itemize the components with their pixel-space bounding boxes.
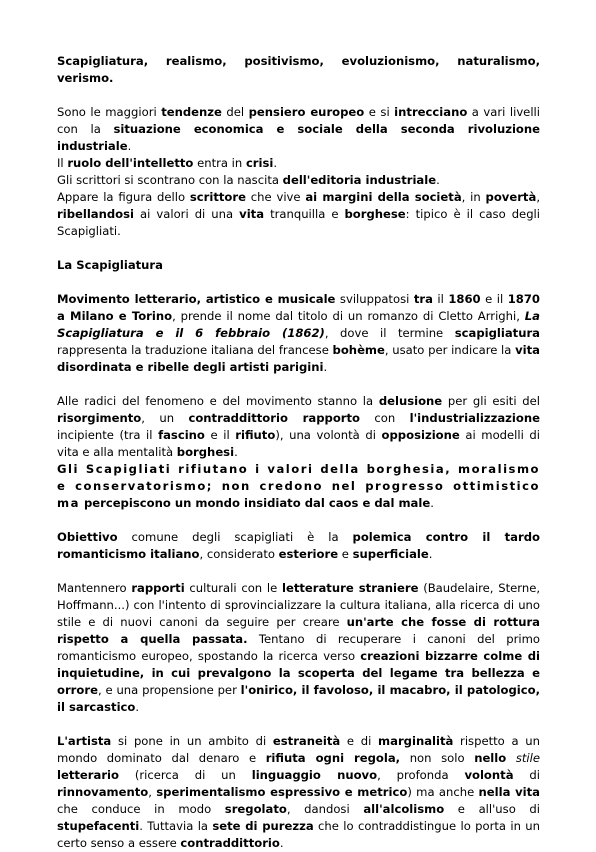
text-run: , <box>148 785 157 799</box>
text-run: che vive <box>245 190 306 204</box>
paragraph-rapporti <box>57 580 540 716</box>
text-run: marginalità <box>378 734 454 748</box>
text-run: rappresenta la traduzione italiana del francese <box>57 343 333 357</box>
text-run: Movimento letterario, artistico e musicale <box>57 292 336 306</box>
text-run: letterature straniere <box>281 581 419 595</box>
text-run: linguaggio nuovo <box>251 768 378 782</box>
paragraph-scrittore <box>57 189 540 240</box>
text-run: e di <box>340 734 379 748</box>
text-run: borghesi <box>176 445 235 459</box>
text-run: . Tuttavia la <box>139 819 213 833</box>
text-run: dell'editoria industriale <box>282 173 437 187</box>
text-run: e si <box>364 105 395 119</box>
text-run: Sono le maggiori <box>57 105 162 119</box>
text-run: , in <box>461 190 486 204</box>
text-run: rinnovamento <box>57 785 149 799</box>
text-run: vita disordinata e ribelle degli artisti parigini <box>57 343 540 374</box>
text-run <box>506 751 516 765</box>
text-run: , profonda <box>377 768 465 782</box>
paragraph-obiettivo <box>57 529 540 563</box>
text-run: tranquilla e <box>264 207 345 221</box>
text-run: . <box>436 173 440 187</box>
text-run: incipiente (tra il <box>57 428 159 442</box>
text-run: contraddittorio rapporto <box>188 411 361 425</box>
text-run: intrecciano <box>394 105 468 119</box>
text-run: l'onirico, il favoloso, il macabro, il patologico, il sarcastico <box>57 683 540 714</box>
text-run: Gli Scapigliati rifiutano i valori della borghesia, moralismo e conservatorismo; non credono nel progresso ottimistico ma <box>57 462 540 510</box>
text-run: all'alcolismo <box>363 802 445 816</box>
text-run: borghese <box>344 207 406 221</box>
text-run: tra <box>413 292 433 306</box>
text-run: L'artista <box>57 734 112 748</box>
text-run: Mantennero <box>57 581 132 595</box>
text-run: e il <box>480 292 508 306</box>
text-run: (Baudelaire, Sterne, Hoffmann...) con l'intento di sprovincializzare la cultura italiana, alla ricerca di uno stile e di nuovi canoni da seguire per creare <box>57 581 541 629</box>
paragraph-radici <box>57 393 540 461</box>
text-run: con <box>360 411 410 425</box>
paragraph-movimento <box>57 291 540 376</box>
text-run: e all'uso di <box>444 802 540 816</box>
text-run: esteriore <box>278 547 339 561</box>
document-title: Scapigliatura, realismo, positivismo, evoluzionismo, naturalismo, verismo. <box>57 54 540 85</box>
text-run: scapigliatura <box>454 326 540 340</box>
document-page <box>57 53 540 852</box>
text-run: scrittore <box>189 190 246 204</box>
text-run: entra in <box>193 156 246 170</box>
text-run: sete di purezza <box>212 819 314 833</box>
text-run: pensiero europeo <box>248 105 365 119</box>
text-run: polemica contro il tardo romanticismo italiano <box>57 530 540 561</box>
text-run: , prende il nome dal titolo di un romanzo di Cletto Arrighi, <box>172 309 525 323</box>
text-run: , dove il termine <box>324 326 455 340</box>
paragraph-tendenze <box>57 104 540 155</box>
text-run: situazione economica e sociale della seconda rivoluzione industriale <box>57 122 540 153</box>
text-run: a vari livelli con la <box>57 105 540 136</box>
text-run: estraneità <box>272 734 341 748</box>
text-run: Gli scrittori si scontrano con la nascita <box>57 173 283 187</box>
text-run: che lo contraddistingue lo porta in un certo senso a essere <box>57 819 540 850</box>
text-run: ruolo dell'intelletto <box>67 156 194 170</box>
text-run: che conduce in modo <box>57 802 225 816</box>
text-run: La Scapigliatura e il 6 febbraio (1862) <box>57 309 540 340</box>
text-run: , dandosi <box>286 802 364 816</box>
text-run: opposizione <box>381 428 460 442</box>
text-run: sregolato <box>224 802 287 816</box>
text-run: e <box>338 547 353 561</box>
text-run: ribellandosi <box>57 207 135 221</box>
text-run: . <box>323 360 328 374</box>
text-run: 1870 a Milano e Torino <box>57 292 540 323</box>
text-run: 1860 <box>448 292 481 306</box>
text-run: comune degli scapigliati è la <box>117 530 353 544</box>
paragraph-editoria <box>57 172 540 189</box>
text-run: bohème <box>332 343 385 357</box>
text-run: . <box>234 445 238 459</box>
text-run: percepiscono un mondo insidiato dal caos e dal male <box>79 496 431 510</box>
paragraph-artista <box>57 733 540 852</box>
paragraph-scapigliati-valori <box>57 461 540 512</box>
text-run: si pone in un ambito di <box>111 734 273 748</box>
text-run: . <box>279 836 284 850</box>
text-run: ai margini della società <box>305 190 462 204</box>
text-run: letterario <box>57 768 119 782</box>
text-run: rifiuta ogni regola, <box>265 751 401 765</box>
text-run: per gli esiti del <box>442 394 540 408</box>
text-run: volontà <box>464 768 514 782</box>
text-run: ), una volontà di <box>275 428 382 442</box>
text-run: Il <box>57 156 68 170</box>
text-run: , un <box>141 411 189 425</box>
text-run: rispetto a un mondo dominato dal denaro e <box>57 734 540 765</box>
text-run: , usato per indicare la <box>384 343 516 357</box>
text-run: Alle radici del fenomeno e del movimento stanno la <box>57 394 379 408</box>
text-run: di <box>513 768 540 782</box>
text-run: l'industrializzazione <box>409 411 540 425</box>
text-run: tendenze <box>161 105 222 119</box>
text-run: delusione <box>378 394 443 408</box>
text-run: nello <box>474 751 507 765</box>
text-run: vita <box>239 207 265 221</box>
text-run: (ricerca di un <box>118 768 252 782</box>
text-run: Appare la figura dello <box>57 190 190 204</box>
paragraph-intelletto <box>57 155 540 172</box>
text-run: Tentano di recuperare i canoni del primo romanticismo europeo, spostando la ricerca verso <box>57 632 540 663</box>
text-run: sviluppatosi <box>335 292 414 306</box>
text-run: Obiettivo <box>57 530 118 544</box>
text-run: . <box>135 700 140 714</box>
text-run: rapporti <box>131 581 185 595</box>
section-heading: La Scapigliatura <box>57 258 163 272</box>
text-run: culturali con le <box>184 581 282 595</box>
text-run: ai modelli di vita e alla mentalità <box>57 428 540 459</box>
text-run: e il <box>204 428 236 442</box>
text-run: rifiuto <box>235 428 276 442</box>
text-run: sperimentalismo espressivo e metrico <box>156 785 408 799</box>
text-run: , e una propensione per <box>97 683 241 697</box>
text-run: creazioni bizzarre colme di inquietudine, in cui prevalgono la scoperta del legame tra bellezza e orrore <box>57 649 540 697</box>
text-run: crisi <box>245 156 274 170</box>
text-run: ) ma anche <box>407 785 479 799</box>
text-run: , considerato <box>199 547 279 561</box>
text-run: povertà <box>485 190 537 204</box>
text-run: . <box>430 496 434 510</box>
text-run: . <box>127 139 132 153</box>
text-run: stupefacenti <box>57 819 140 833</box>
text-run: stile <box>515 751 541 765</box>
text-run: fascino <box>158 428 205 442</box>
text-run: contraddittorio <box>180 836 280 850</box>
text-run: il <box>432 292 449 306</box>
text-run: . <box>273 156 278 170</box>
text-run: superficiale <box>352 547 429 561</box>
text-run: risorgimento <box>57 411 142 425</box>
text-run: ai valori di una <box>134 207 240 221</box>
text-run: nella vita <box>478 785 540 799</box>
text-run: non solo <box>400 751 475 765</box>
text-run: , <box>536 190 540 204</box>
text-run: un'arte che fosse di rottura rispetto a quella passata. <box>57 615 540 646</box>
text-run: : tipico è il caso degli Scapigliati. <box>57 207 540 238</box>
text-run: del <box>221 105 249 119</box>
text-run: . <box>428 547 433 561</box>
